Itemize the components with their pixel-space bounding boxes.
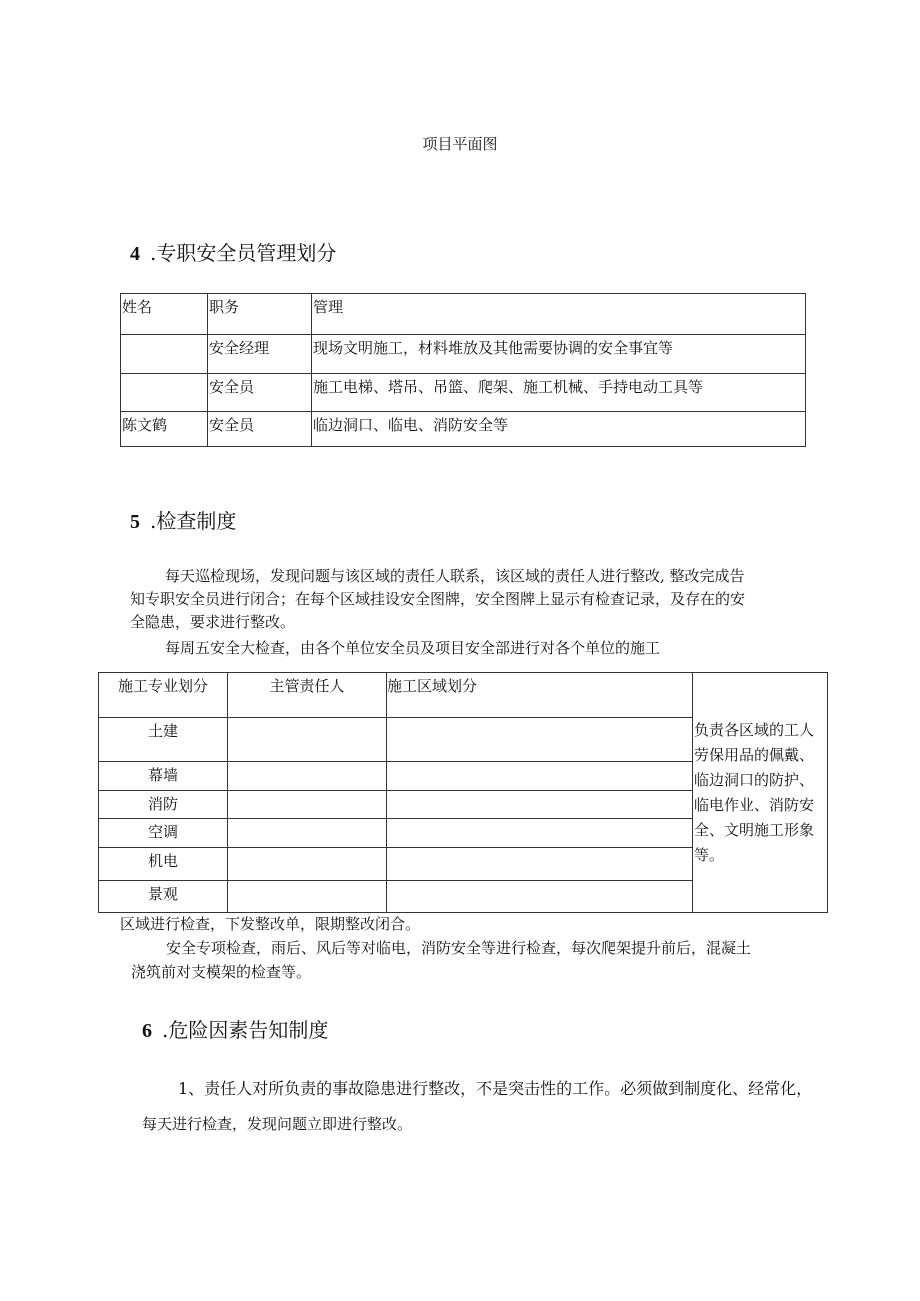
section-5-heading [130,505,236,534]
cell-area-division [387,848,693,881]
cell-position: 安全员 [208,412,312,447]
cell-discipline: 消防 [99,791,228,819]
table-header-row [121,294,806,335]
paragraph-line: 安全专项检查，雨后、风后等对临电，消防安全等进行检查，每次爬架提升前后，混凝土 [166,939,752,957]
header-name: 姓名 [121,294,208,335]
cell-responsible-person [228,848,387,881]
section-5-title: .检查制度 [150,509,237,533]
cell-name [121,374,208,412]
paragraph-line: 1、责任人对所负责的事故隐患进行整改，不是突击性的工作。必须做到制度化、经常化， [178,1079,813,1098]
section-4-heading [130,237,336,266]
section-6-number: 6 [142,1020,152,1042]
table-row [121,374,806,412]
inspection-table [98,672,828,913]
cell-position: 安全经理 [208,335,312,374]
header-discipline: 施工专业划分 [99,673,228,718]
responsibility-note: 负责各区域的工人劳保用品的佩戴、临边洞口的防护、临电作业、消防安全、文明施工形象等。 [693,673,828,913]
cell-area-division [387,819,693,848]
paragraph-line: 每天巡检现场，发现问题与该区域的责任人联系，该区域的责任人进行整改, 整改完成告 [165,567,745,585]
header-position: 职务 [208,294,312,335]
table-row [121,412,806,447]
paragraph-line: 全隐患，要求进行整改。 [130,613,296,631]
cell-responsible-person [228,762,387,791]
cell-discipline: 景观 [99,881,228,913]
cell-discipline: 土建 [99,718,228,762]
cell-responsible-person [228,791,387,819]
header-area-division: 施工区域划分 [387,673,693,718]
table-header-row [99,673,828,718]
cell-discipline: 空调 [99,819,228,848]
header-management: 管理 [312,294,806,335]
figure-caption: 项目平面图 [422,135,498,153]
safety-officer-table [120,293,806,447]
cell-management: 现场文明施工，材料堆放及其他需要协调的安全事宜等 [312,335,806,374]
section-6-title: .危险因素告知制度 [162,1018,329,1042]
cell-management: 施工电梯、塔吊、吊篮、爬架、施工机械、手持电动工具等 [312,374,806,412]
cell-management: 临边洞口、临电、消防安全等 [312,412,806,447]
cell-responsible-person [228,881,387,913]
cell-area-division [387,881,693,913]
paragraph-line: 每天进行检查，发现问题立即进行整改。 [142,1115,413,1133]
paragraph-line: 知专职安全员进行闭合；在每个区域挂设安全图牌，安全图牌上显示有检查记录，及存在的安 [130,590,746,608]
cell-discipline: 幕墙 [99,762,228,791]
paragraph-line: 区域进行检查，下发整改单，限期整改闭合。 [120,915,421,933]
cell-responsible-person [228,819,387,848]
section-6-heading [142,1014,328,1043]
cell-area-division [387,718,693,762]
section-4-title: .专职安全员管理划分 [150,241,337,265]
cell-area-division [387,762,693,791]
section-4-number: 4 [130,243,140,265]
paragraph-line: 每周五安全大检查，由各个单位安全员及项目安全部进行对各个单位的施工 [165,639,661,657]
section-5-number: 5 [130,511,140,533]
cell-name [121,335,208,374]
table-row [121,335,806,374]
cell-name: 陈文鹤 [121,412,208,447]
cell-discipline: 机电 [99,848,228,881]
cell-area-division [387,791,693,819]
cell-position: 安全员 [208,374,312,412]
paragraph-line: 浇筑前对支模架的检查等。 [131,963,312,981]
cell-responsible-person [228,718,387,762]
header-responsible-person: 主管责任人 [228,673,387,718]
